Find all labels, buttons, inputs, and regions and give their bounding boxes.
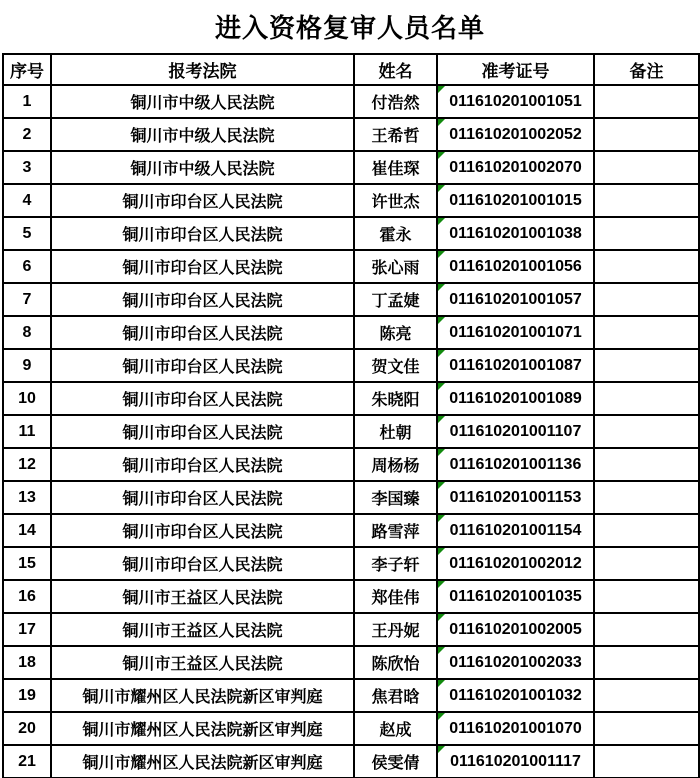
table-row <box>3 217 699 250</box>
cell-note <box>594 250 699 283</box>
ticket-number-text: 011610201002052 <box>449 125 582 143</box>
cell-ticket-number <box>437 415 594 448</box>
text-format-indicator-icon <box>438 713 445 720</box>
cell-ticket-number <box>437 184 594 217</box>
cell-serial-number: 9 <box>3 349 51 382</box>
cell-court: 铜川市印台区人民法院 <box>51 283 354 316</box>
text-format-indicator-icon <box>438 416 445 423</box>
text-format-indicator-icon <box>438 383 445 390</box>
cell-note <box>594 712 699 745</box>
cell-court: 铜川市印台区人民法院 <box>51 382 354 415</box>
cell-court: 铜川市印台区人民法院 <box>51 349 354 382</box>
cell-court: 铜川市耀州区人民法院新区审判庭 <box>51 679 354 712</box>
text-format-indicator-icon <box>438 449 445 456</box>
cell-note <box>594 415 699 448</box>
cell-ticket-number <box>437 679 594 712</box>
cell-serial-number: 14 <box>3 514 51 547</box>
cell-ticket-number <box>437 85 594 118</box>
cell-name: 霍永 <box>354 217 437 250</box>
ticket-number-text: 011610201001136 <box>449 455 582 473</box>
text-format-indicator-icon <box>438 119 445 126</box>
cell-ticket-number <box>437 580 594 613</box>
table-row <box>3 745 699 778</box>
cell-ticket-number <box>437 448 594 481</box>
cell-ticket-number <box>437 547 594 580</box>
cell-name: 李子轩 <box>354 547 437 580</box>
cell-note <box>594 514 699 547</box>
ticket-number-text: 011610201002012 <box>449 554 582 572</box>
ticket-number-text: 011610201001153 <box>449 488 582 506</box>
cell-court: 铜川市中级人民法院 <box>51 151 354 184</box>
ticket-number-text: 011610201002005 <box>449 620 582 638</box>
cell-note <box>594 349 699 382</box>
cell-ticket-number <box>437 481 594 514</box>
cell-serial-number: 7 <box>3 283 51 316</box>
cell-ticket-number <box>437 349 594 382</box>
table-row <box>3 349 699 382</box>
cell-serial-number: 13 <box>3 481 51 514</box>
cell-ticket-number <box>437 745 594 778</box>
cell-court: 铜川市王益区人民法院 <box>51 646 354 679</box>
text-format-indicator-icon <box>438 284 445 291</box>
cell-name: 崔佳琛 <box>354 151 437 184</box>
cell-serial-number: 6 <box>3 250 51 283</box>
cell-court: 铜川市中级人民法院 <box>51 85 354 118</box>
cell-note <box>594 745 699 778</box>
cell-court: 铜川市王益区人民法院 <box>51 580 354 613</box>
ticket-number-text: 011610201001107 <box>449 422 582 440</box>
cell-serial-number: 10 <box>3 382 51 415</box>
cell-court: 铜川市耀州区人民法院新区审判庭 <box>51 712 354 745</box>
cell-ticket-number <box>437 151 594 184</box>
candidates-table <box>2 53 700 778</box>
cell-serial-number: 3 <box>3 151 51 184</box>
cell-note <box>594 481 699 514</box>
ticket-number-text: 011610201001154 <box>449 521 582 539</box>
text-format-indicator-icon <box>438 185 445 192</box>
cell-note <box>594 382 699 415</box>
ticket-number-text: 011610201001089 <box>449 389 582 407</box>
cell-note <box>594 448 699 481</box>
cell-ticket-number <box>437 613 594 646</box>
cell-name: 焦君晗 <box>354 679 437 712</box>
text-format-indicator-icon <box>438 152 445 159</box>
cell-court: 铜川市耀州区人民法院新区审判庭 <box>51 745 354 778</box>
cell-name: 陈欣怡 <box>354 646 437 679</box>
cell-name: 许世杰 <box>354 184 437 217</box>
table-row <box>3 382 699 415</box>
ticket-number-text: 011610201001035 <box>449 587 582 605</box>
cell-serial-number: 20 <box>3 712 51 745</box>
cell-serial-number: 4 <box>3 184 51 217</box>
ticket-number-text: 011610201001117 <box>450 752 581 770</box>
cell-ticket-number <box>437 283 594 316</box>
cell-court: 铜川市印台区人民法院 <box>51 514 354 547</box>
cell-court: 铜川市印台区人民法院 <box>51 250 354 283</box>
ticket-number-text: 011610201001051 <box>449 92 582 110</box>
cell-ticket-number <box>437 118 594 151</box>
cell-court: 铜川市印台区人民法院 <box>51 481 354 514</box>
cell-serial-number: 15 <box>3 547 51 580</box>
cell-note <box>594 151 699 184</box>
cell-ticket-number <box>437 250 594 283</box>
col-header-name: 姓名 <box>354 54 437 85</box>
table-row <box>3 712 699 745</box>
cell-name: 陈亮 <box>354 316 437 349</box>
table-row <box>3 646 699 679</box>
cell-serial-number: 21 <box>3 745 51 778</box>
text-format-indicator-icon <box>438 515 445 522</box>
table-row <box>3 316 699 349</box>
cell-serial-number: 19 <box>3 679 51 712</box>
cell-serial-number: 16 <box>3 580 51 613</box>
ticket-number-text: 011610201002070 <box>449 158 582 176</box>
cell-note <box>594 646 699 679</box>
cell-court: 铜川市王益区人民法院 <box>51 613 354 646</box>
text-format-indicator-icon <box>438 350 445 357</box>
cell-serial-number: 18 <box>3 646 51 679</box>
cell-name: 朱晓阳 <box>354 382 437 415</box>
ticket-number-text: 011610201001057 <box>449 290 582 308</box>
ticket-number-text: 011610201001032 <box>449 686 582 704</box>
cell-ticket-number <box>437 712 594 745</box>
table-row <box>3 679 699 712</box>
ticket-number-text: 011610201001071 <box>449 323 582 341</box>
text-format-indicator-icon <box>438 218 445 225</box>
cell-ticket-number <box>437 514 594 547</box>
cell-note <box>594 118 699 151</box>
table-row <box>3 547 699 580</box>
ticket-number-text: 011610201001056 <box>449 257 582 275</box>
cell-court: 铜川市印台区人民法院 <box>51 547 354 580</box>
text-format-indicator-icon <box>438 548 445 555</box>
ticket-number-text: 011610201001015 <box>449 191 582 209</box>
cell-serial-number: 12 <box>3 448 51 481</box>
text-format-indicator-icon <box>438 317 445 324</box>
col-header-ticket: 准考证号 <box>437 54 594 85</box>
cell-name: 周杨杨 <box>354 448 437 481</box>
ticket-number-text: 011610201001038 <box>449 224 582 242</box>
cell-note <box>594 547 699 580</box>
col-header-court: 报考法院 <box>51 54 354 85</box>
text-format-indicator-icon <box>438 251 445 258</box>
table-row <box>3 151 699 184</box>
cell-name: 张心雨 <box>354 250 437 283</box>
cell-name: 贺文佳 <box>354 349 437 382</box>
cell-court: 铜川市印台区人民法院 <box>51 217 354 250</box>
cell-name: 杜朝 <box>354 415 437 448</box>
cell-name: 侯雯倩 <box>354 745 437 778</box>
text-format-indicator-icon <box>438 614 445 621</box>
cell-ticket-number <box>437 646 594 679</box>
cell-serial-number: 1 <box>3 85 51 118</box>
cell-note <box>594 316 699 349</box>
cell-name: 王希哲 <box>354 118 437 151</box>
table-header-row <box>3 54 699 85</box>
cell-name: 路雪萍 <box>354 514 437 547</box>
ticket-number-text: 011610201002033 <box>449 653 582 671</box>
text-format-indicator-icon <box>438 482 445 489</box>
cell-court: 铜川市印台区人民法院 <box>51 448 354 481</box>
cell-note <box>594 85 699 118</box>
table-row <box>3 415 699 448</box>
cell-court: 铜川市印台区人民法院 <box>51 184 354 217</box>
cell-ticket-number <box>437 382 594 415</box>
cell-note <box>594 613 699 646</box>
cell-ticket-number <box>437 217 594 250</box>
text-format-indicator-icon <box>438 86 445 93</box>
table-row <box>3 580 699 613</box>
text-format-indicator-icon <box>438 746 445 753</box>
cell-court: 铜川市印台区人民法院 <box>51 316 354 349</box>
cell-note <box>594 580 699 613</box>
text-format-indicator-icon <box>438 680 445 687</box>
cell-serial-number: 2 <box>3 118 51 151</box>
col-header-note: 备注 <box>594 54 699 85</box>
table-row <box>3 283 699 316</box>
cell-name: 丁孟婕 <box>354 283 437 316</box>
cell-name: 付浩然 <box>354 85 437 118</box>
cell-note <box>594 679 699 712</box>
table-row <box>3 448 699 481</box>
table-row <box>3 514 699 547</box>
text-format-indicator-icon <box>438 581 445 588</box>
table-row <box>3 613 699 646</box>
cell-serial-number: 8 <box>3 316 51 349</box>
col-header-no: 序号 <box>3 54 51 85</box>
table-row <box>3 481 699 514</box>
cell-serial-number: 17 <box>3 613 51 646</box>
text-format-indicator-icon <box>438 647 445 654</box>
cell-court: 铜川市印台区人民法院 <box>51 415 354 448</box>
cell-serial-number: 11 <box>3 415 51 448</box>
ticket-number-text: 011610201001070 <box>449 719 582 737</box>
ticket-number-text: 011610201001087 <box>449 356 582 374</box>
page-title: 进入资格复审人员名单 <box>214 13 485 43</box>
table-row <box>3 118 699 151</box>
cell-serial-number: 5 <box>3 217 51 250</box>
table-row <box>3 184 699 217</box>
table-row <box>3 85 699 118</box>
cell-note <box>594 217 699 250</box>
cell-name: 李国臻 <box>354 481 437 514</box>
cell-ticket-number <box>437 316 594 349</box>
cell-note <box>594 283 699 316</box>
cell-name: 郑佳伟 <box>354 580 437 613</box>
cell-name: 王丹妮 <box>354 613 437 646</box>
cell-note <box>594 184 699 217</box>
cell-court: 铜川市中级人民法院 <box>51 118 354 151</box>
table-row <box>3 250 699 283</box>
cell-name: 赵成 <box>354 712 437 745</box>
